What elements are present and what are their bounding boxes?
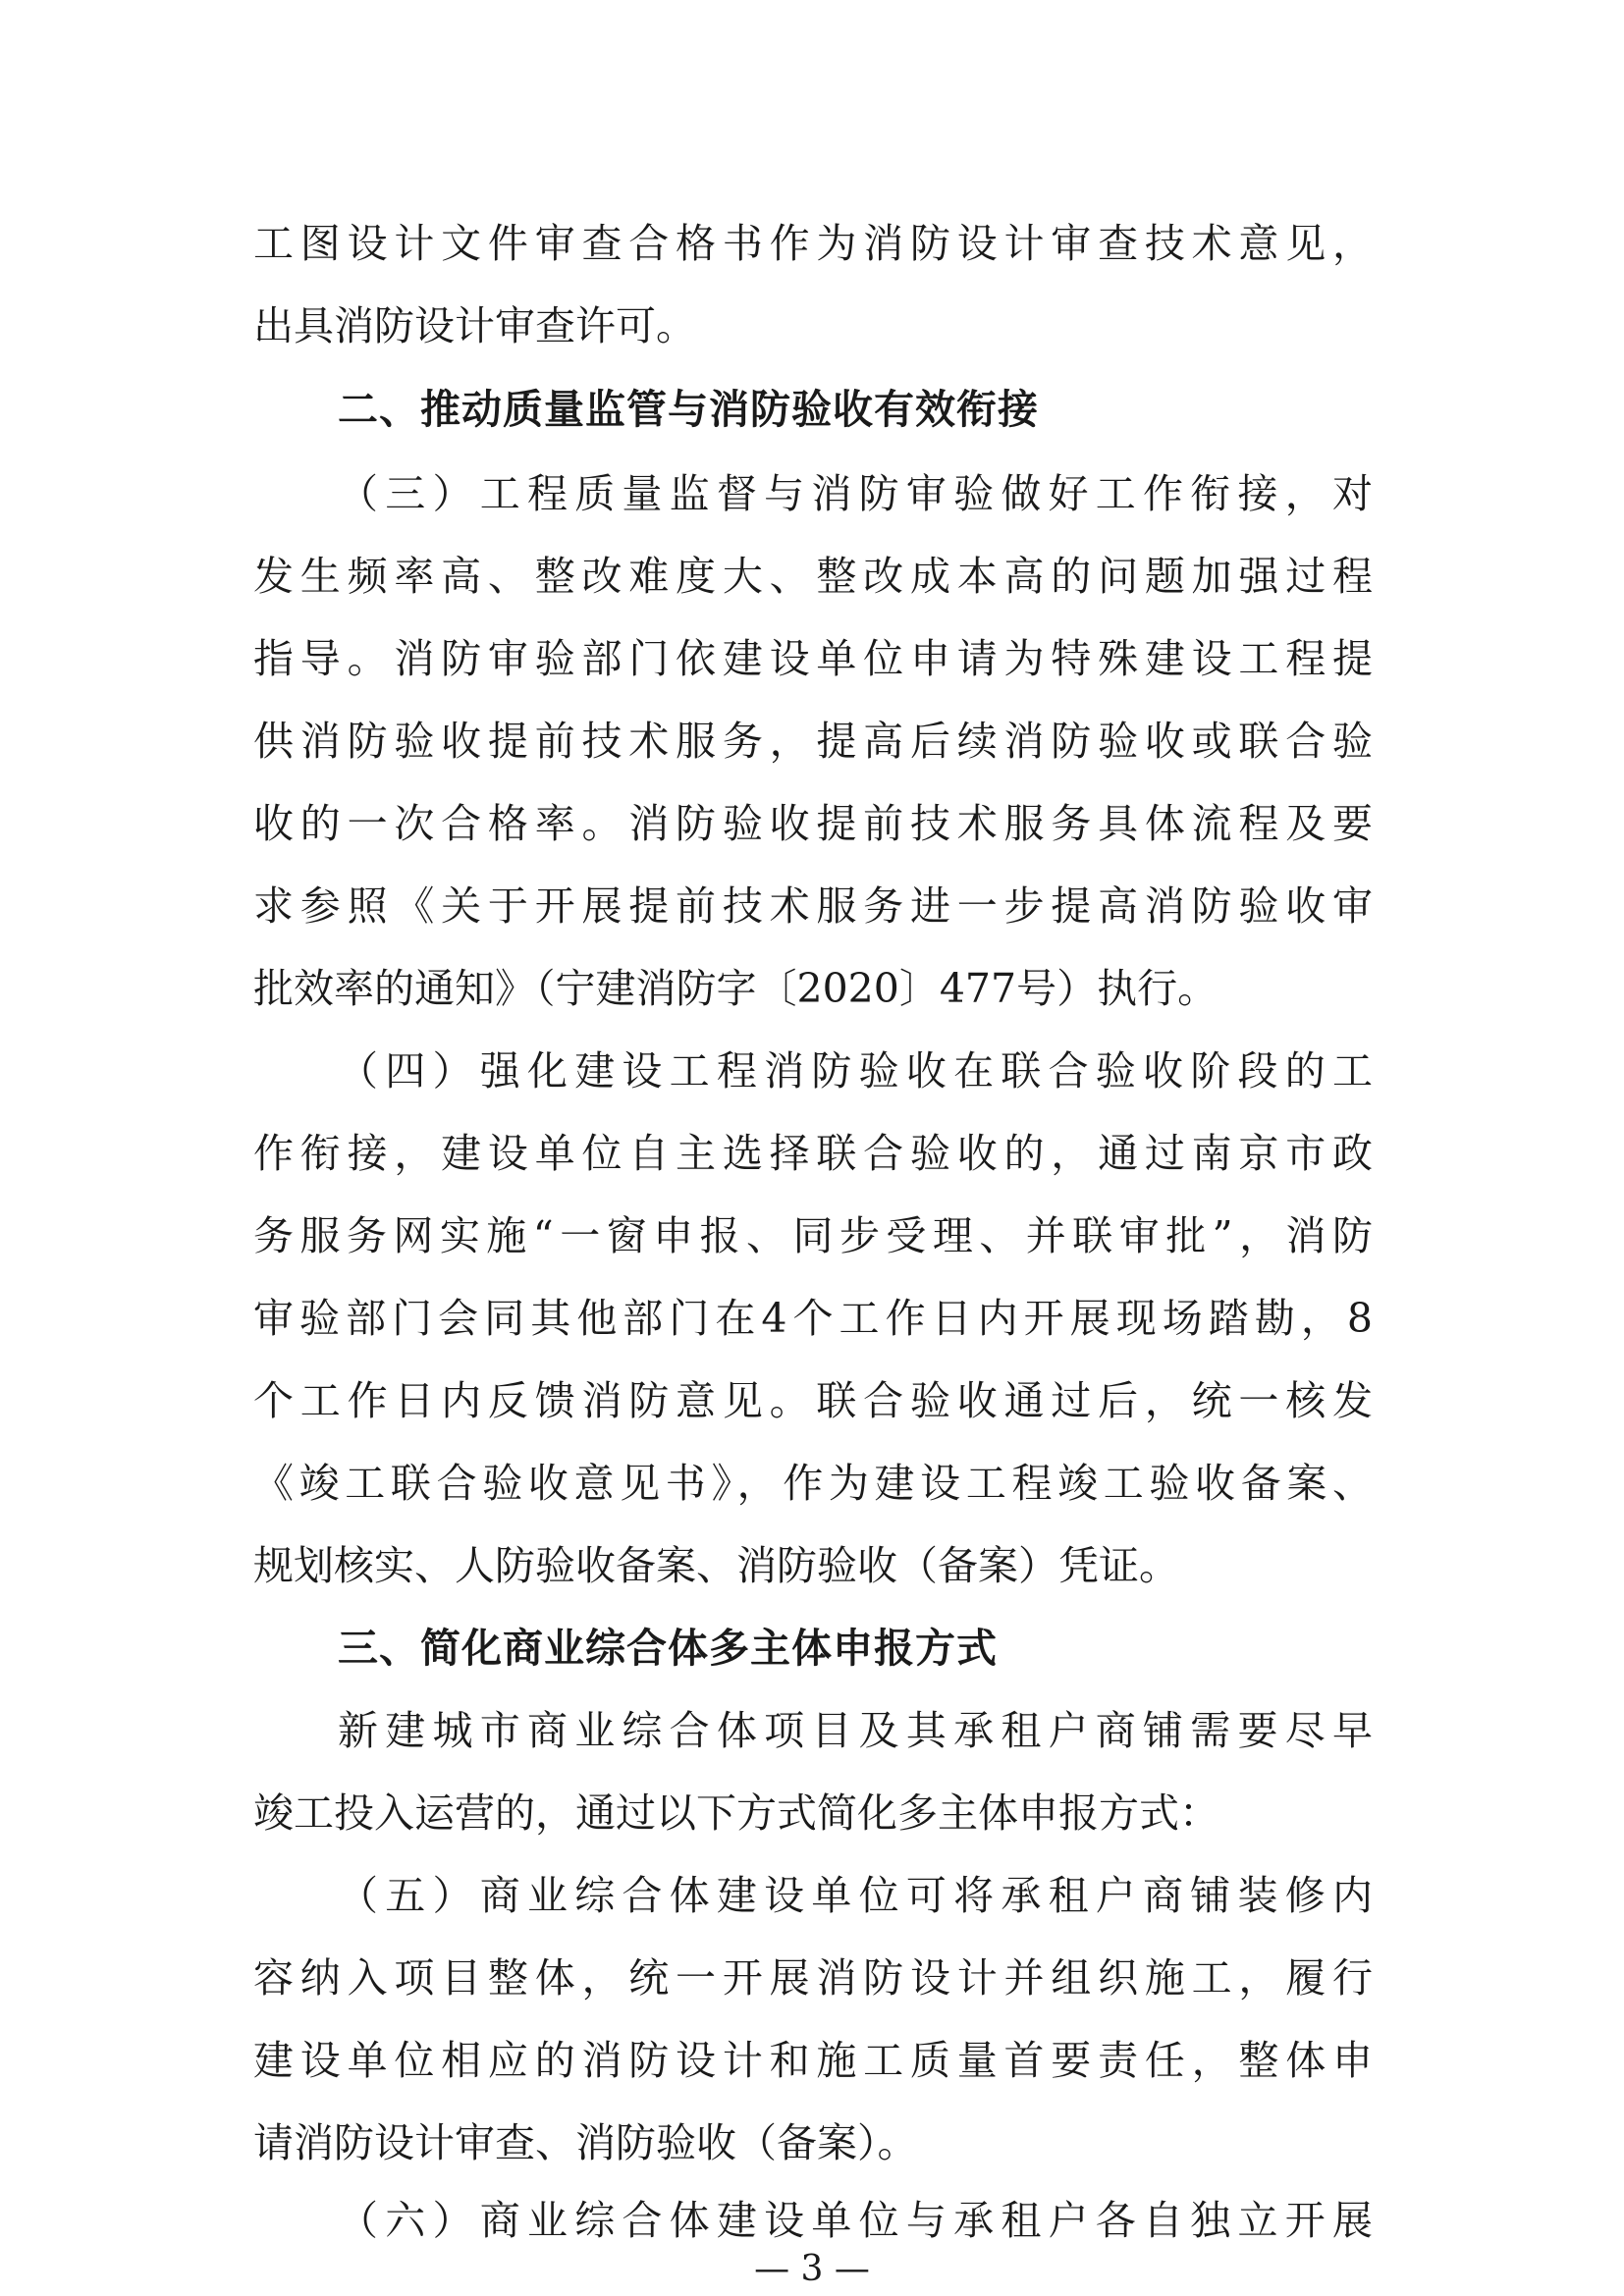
body-line: 指导。消防审验部门依建设单位申请为特殊建设工程提: [253, 635, 1373, 682]
body-line: 工图设计文件审查合格书作为消防设计审查技术意见，: [253, 220, 1373, 267]
page-number: — 3 —: [754, 2249, 870, 2289]
section-heading: 二、推动质量监管与消防验收有效衔接: [338, 386, 1039, 433]
body-line: 批效率的通知》（宁建消防字〔2020〕477号）执行。: [253, 965, 1218, 1012]
body-line: 审验部门会同其他部门在4个工作日内开展现场踏勘，8: [253, 1295, 1373, 1342]
body-line: 规划核实、人防验收备案、消防验收（备案）凭证。: [253, 1542, 1179, 1589]
body-line: 请消防设计审查、消防验收（备案）。: [253, 2119, 918, 2166]
body-line: 作衔接，建设单位自主选择联合验收的，通过南京市政: [253, 1130, 1373, 1177]
body-line: 收的一次合格率。消防验收提前技术服务具体流程及要: [253, 800, 1373, 847]
paragraph-first-line: （五）商业综合体建设单位可将承租户商铺装修内: [338, 1872, 1373, 1919]
body-line: 容纳入项目整体，统一开展消防设计并组织施工，履行: [253, 1954, 1373, 2002]
body-line: 个工作日内反馈消防意见。联合验收通过后，统一核发: [253, 1377, 1373, 1424]
paragraph-first-line: （六）商业综合体建设单位与承租户各自独立开展: [338, 2197, 1373, 2244]
body-line: 《竣工联合验收意见书》，作为建设工程竣工验收备案、: [253, 1460, 1373, 1507]
body-line: 求参照《关于开展提前技术服务进一步提高消防验收审: [253, 882, 1373, 930]
body-line: 务服务网实施“一窗申报、同步受理、并联审批”，消防: [253, 1212, 1373, 1259]
body-line: 建设单位相应的消防设计和施工质量首要责任，整体申: [253, 2037, 1373, 2084]
paragraph-first-line: （四）强化建设工程消防验收在联合验收阶段的工: [338, 1047, 1373, 1095]
section-heading: 三、简化商业综合体多主体申报方式: [338, 1625, 998, 1672]
body-line: 竣工投入运营的，通过以下方式简化多主体申报方式：: [253, 1789, 1219, 1837]
paragraph-first-line: （三）工程质量监督与消防审验做好工作衔接，对: [338, 470, 1373, 517]
body-line: 发生频率高、整改难度大、整改成本高的问题加强过程: [253, 553, 1373, 600]
body-line: 供消防验收提前技术服务，提高后续消防验收或联合验: [253, 718, 1373, 765]
paragraph-first-line: 新建城市商业综合体项目及其承租户商铺需要尽早: [338, 1707, 1373, 1754]
body-line: 出具消防设计审查许可。: [253, 302, 696, 349]
